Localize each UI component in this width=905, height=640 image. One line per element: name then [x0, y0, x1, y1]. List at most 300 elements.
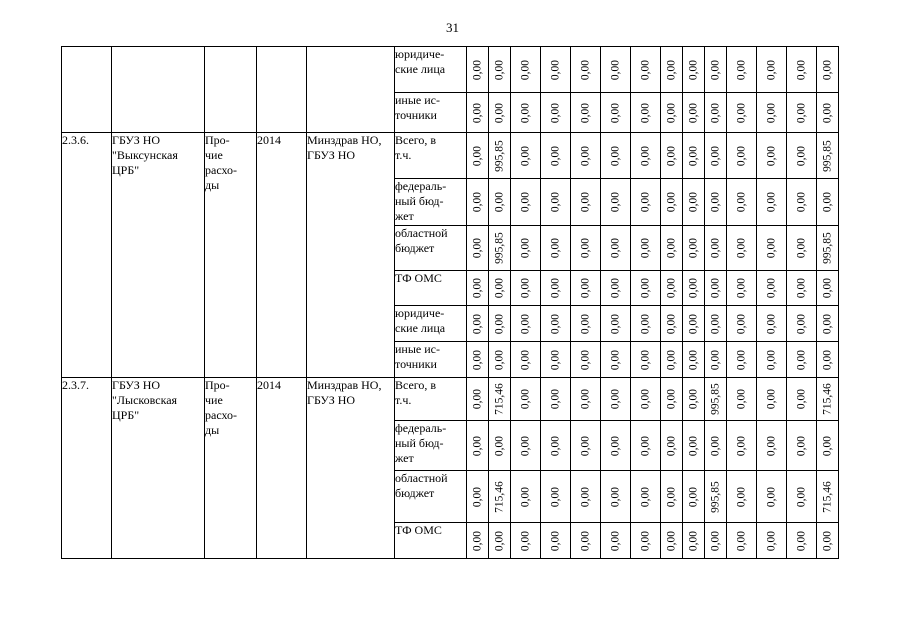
- value-cell: [511, 523, 541, 559]
- value-text: 0,00: [639, 277, 651, 299]
- value-cell: [601, 342, 631, 378]
- value-text: 0,00: [471, 313, 483, 334]
- value-cell: [601, 226, 631, 271]
- value-text: 0,00: [579, 435, 591, 456]
- source-label-text: областной бюджет: [395, 226, 448, 255]
- executor: [307, 133, 395, 378]
- value-cell: [727, 471, 757, 523]
- value-text: 0,00: [519, 145, 531, 166]
- value-cell: [467, 471, 489, 523]
- value-text: 0,00: [639, 530, 651, 551]
- value-cell: [661, 306, 683, 342]
- value-text: 0,00: [609, 313, 621, 334]
- value-text: 0,00: [579, 145, 591, 166]
- value-cell: [787, 306, 817, 342]
- value-text: 0,00: [687, 277, 699, 299]
- value-cell: [705, 471, 727, 523]
- source-label: [395, 93, 467, 133]
- source-label-text: юридиче- ские лица: [395, 47, 446, 76]
- value-cell: [683, 306, 705, 342]
- value-cell: [541, 306, 571, 342]
- value-cell: [467, 47, 489, 93]
- value-text: 0,00: [795, 388, 807, 410]
- value-text: 0,00: [609, 388, 621, 410]
- value-text: 0,00: [687, 59, 699, 80]
- value-text: 0,00: [579, 486, 591, 507]
- value-text: 0,00: [687, 435, 699, 456]
- value-text: 0,00: [735, 191, 747, 213]
- value-cell: [541, 226, 571, 271]
- value-cell: [489, 378, 511, 421]
- value-cell: [727, 271, 757, 306]
- value-cell: [683, 179, 705, 226]
- value-text: 0,00: [709, 191, 721, 213]
- value-cell: [727, 179, 757, 226]
- entry-year-text: 2014: [257, 378, 281, 392]
- value-cell: [601, 471, 631, 523]
- value-cell: [631, 471, 661, 523]
- value-text: 0,00: [609, 435, 621, 456]
- value-cell: [727, 378, 757, 421]
- value-text: 0,00: [687, 530, 699, 551]
- source-label-text: областной бюджет: [395, 471, 448, 500]
- value-text: 0,00: [795, 145, 807, 166]
- value-text: 0,00: [609, 349, 621, 370]
- value-text: 0,00: [549, 349, 561, 370]
- value-text: 0,00: [549, 435, 561, 456]
- value-cell: [631, 179, 661, 226]
- value-cell: [757, 421, 787, 471]
- value-cell: [467, 342, 489, 378]
- value-cell: [489, 471, 511, 523]
- value-cell: [601, 271, 631, 306]
- value-text: 0,00: [549, 237, 561, 259]
- value-text: 0,00: [795, 102, 807, 123]
- value-cell: [571, 133, 601, 179]
- value-text: 0,00: [519, 102, 531, 123]
- value-text: 0,00: [471, 349, 483, 370]
- value-text: 0,00: [765, 435, 777, 456]
- value-cell: [705, 179, 727, 226]
- expense-type-text: Про- чие расхо- ды: [205, 378, 238, 437]
- value-text: 0,00: [493, 313, 505, 334]
- value-cell: [705, 226, 727, 271]
- value-cell: [467, 133, 489, 179]
- value-cell: [661, 471, 683, 523]
- value-cell: [705, 421, 727, 471]
- funding-table: [61, 46, 839, 559]
- value-cell: [511, 226, 541, 271]
- value-cell: [787, 133, 817, 179]
- value-text: 0,00: [579, 313, 591, 334]
- value-cell: [631, 93, 661, 133]
- value-text: 0,00: [821, 102, 833, 123]
- value-text: 995,85: [493, 232, 505, 264]
- value-cell: [489, 47, 511, 93]
- value-text: 0,00: [549, 102, 561, 123]
- value-text: 995,85: [709, 480, 721, 513]
- value-cell: [467, 271, 489, 306]
- value-text: 0,00: [765, 145, 777, 166]
- value-cell: [683, 342, 705, 378]
- value-text: 715,46: [821, 480, 833, 513]
- value-text: 0,00: [471, 530, 483, 551]
- value-text: 995,85: [821, 232, 833, 264]
- value-text: 0,00: [821, 313, 833, 334]
- value-text: 0,00: [709, 530, 721, 551]
- value-cell: [817, 47, 839, 93]
- source-label-text: иные ис- точники: [395, 342, 440, 371]
- value-text: 0,00: [639, 145, 651, 166]
- value-text: 0,00: [549, 313, 561, 334]
- value-cell: [511, 271, 541, 306]
- value-cell: [787, 378, 817, 421]
- value-cell: [705, 47, 727, 93]
- value-cell: [511, 378, 541, 421]
- source-label: [395, 342, 467, 378]
- value-cell: [601, 133, 631, 179]
- value-text: 0,00: [639, 59, 651, 80]
- value-cell: [661, 93, 683, 133]
- value-text: 0,00: [609, 277, 621, 299]
- value-cell: [489, 133, 511, 179]
- value-text: 0,00: [609, 191, 621, 213]
- value-text: 0,00: [471, 435, 483, 456]
- value-cell: [683, 523, 705, 559]
- value-text: 0,00: [795, 313, 807, 334]
- value-cell: [571, 421, 601, 471]
- value-cell: [757, 47, 787, 93]
- value-text: 0,00: [665, 313, 677, 334]
- value-text: 0,00: [765, 486, 777, 507]
- entry-number: [62, 378, 112, 559]
- source-label: [395, 179, 467, 226]
- value-text: 715,46: [821, 383, 833, 415]
- value-cell: [727, 133, 757, 179]
- value-text: 0,00: [795, 277, 807, 299]
- source-label-text: иные ис- точники: [395, 93, 440, 122]
- value-text: 0,00: [549, 191, 561, 213]
- entry-year: [257, 133, 307, 378]
- value-text: 0,00: [493, 530, 505, 551]
- executor-text: Минздрав НО, ГБУЗ НО: [307, 133, 382, 162]
- value-cell: [541, 179, 571, 226]
- value-text: 995,85: [709, 383, 721, 415]
- value-text: 0,00: [609, 237, 621, 259]
- value-cell: [661, 523, 683, 559]
- value-text: 0,00: [549, 530, 561, 551]
- value-cell: [661, 271, 683, 306]
- expense-type: [205, 133, 257, 378]
- value-text: 0,00: [579, 277, 591, 299]
- value-cell: [601, 179, 631, 226]
- value-cell: [511, 179, 541, 226]
- value-cell: [541, 133, 571, 179]
- value-cell: [683, 47, 705, 93]
- value-cell: [787, 271, 817, 306]
- value-cell: [661, 421, 683, 471]
- value-cell: [787, 421, 817, 471]
- value-cell: [787, 342, 817, 378]
- value-text: 0,00: [519, 191, 531, 213]
- value-cell: [757, 471, 787, 523]
- value-cell: [489, 342, 511, 378]
- value-cell: [541, 47, 571, 93]
- value-cell: [467, 93, 489, 133]
- executor: [307, 378, 395, 559]
- value-text: 0,00: [709, 102, 721, 123]
- value-text: 0,00: [609, 145, 621, 166]
- value-cell: [541, 93, 571, 133]
- value-cell: [571, 378, 601, 421]
- value-text: 715,46: [493, 480, 505, 513]
- source-label: [395, 471, 467, 523]
- value-text: 0,00: [687, 388, 699, 410]
- value-cell: [787, 471, 817, 523]
- value-text: 0,00: [639, 191, 651, 213]
- expense-type: [205, 378, 257, 559]
- value-text: 0,00: [687, 102, 699, 123]
- value-text: 0,00: [519, 237, 531, 259]
- value-cell: [727, 226, 757, 271]
- value-text: 0,00: [519, 530, 531, 551]
- value-cell: [817, 179, 839, 226]
- value-text: 0,00: [519, 486, 531, 507]
- value-text: 0,00: [765, 59, 777, 80]
- value-cell: [467, 179, 489, 226]
- value-cell: [817, 471, 839, 523]
- value-cell: [467, 306, 489, 342]
- source-label: [395, 378, 467, 421]
- entry-number-text: 2.3.6.: [62, 133, 89, 147]
- value-cell: [683, 93, 705, 133]
- value-cell: [571, 471, 601, 523]
- value-cell: [661, 179, 683, 226]
- value-text: 0,00: [821, 349, 833, 370]
- value-cell: [601, 523, 631, 559]
- value-cell: [787, 523, 817, 559]
- page-number: 31: [446, 20, 459, 35]
- value-text: 0,00: [735, 349, 747, 370]
- value-text: 715,46: [493, 383, 505, 415]
- source-label: [395, 133, 467, 179]
- value-text: 0,00: [471, 191, 483, 213]
- value-cell: [571, 523, 601, 559]
- value-cell: [705, 133, 727, 179]
- source-label-text: Всего, в т.ч.: [395, 378, 437, 407]
- value-text: 0,00: [795, 530, 807, 551]
- value-text: 0,00: [709, 59, 721, 80]
- value-text: 0,00: [579, 349, 591, 370]
- value-cell: [787, 179, 817, 226]
- value-cell: [631, 306, 661, 342]
- value-text: 0,00: [493, 349, 505, 370]
- value-text: 0,00: [609, 530, 621, 551]
- value-text: 0,00: [579, 388, 591, 410]
- value-text: 0,00: [639, 486, 651, 507]
- value-text: 0,00: [795, 59, 807, 80]
- value-text: 0,00: [765, 349, 777, 370]
- value-cell: [489, 523, 511, 559]
- value-text: 0,00: [665, 277, 677, 299]
- source-label: [395, 421, 467, 471]
- value-cell: [541, 421, 571, 471]
- value-text: 0,00: [639, 388, 651, 410]
- value-text: 0,00: [709, 277, 721, 299]
- value-text: 0,00: [687, 313, 699, 334]
- value-cell: [705, 523, 727, 559]
- value-text: 0,00: [795, 349, 807, 370]
- value-text: 0,00: [579, 191, 591, 213]
- value-cell: [683, 226, 705, 271]
- value-text: 0,00: [519, 277, 531, 299]
- value-cell: [683, 271, 705, 306]
- entry-number: [62, 133, 112, 378]
- value-text: 0,00: [519, 388, 531, 410]
- source-label: [395, 47, 467, 93]
- value-cell: [511, 306, 541, 342]
- value-text: 0,00: [709, 237, 721, 259]
- value-cell: [511, 342, 541, 378]
- value-text: 0,00: [709, 349, 721, 370]
- value-cell: [631, 47, 661, 93]
- value-text: 0,00: [471, 237, 483, 259]
- value-cell: [631, 226, 661, 271]
- value-text: 0,00: [549, 388, 561, 410]
- value-cell: [683, 471, 705, 523]
- value-text: 0,00: [639, 102, 651, 123]
- value-cell: [727, 306, 757, 342]
- source-label-text: ТФ ОМС: [395, 523, 442, 537]
- value-text: 0,00: [665, 102, 677, 123]
- value-cell: [541, 342, 571, 378]
- value-text: 995,85: [821, 139, 833, 172]
- value-text: 0,00: [471, 145, 483, 166]
- value-cell: [817, 378, 839, 421]
- value-text: 0,00: [735, 277, 747, 299]
- source-label-text: ТФ ОМС: [395, 271, 442, 285]
- value-cell: [511, 471, 541, 523]
- value-cell: [661, 226, 683, 271]
- value-cell: [727, 342, 757, 378]
- table-row: [62, 378, 839, 421]
- value-text: 0,00: [579, 59, 591, 80]
- value-text: 0,00: [795, 191, 807, 213]
- value-cell: [817, 523, 839, 559]
- value-text: 0,00: [765, 277, 777, 299]
- value-cell: [757, 306, 787, 342]
- value-cell: [817, 421, 839, 471]
- value-cell: [601, 421, 631, 471]
- value-text: 0,00: [735, 145, 747, 166]
- value-cell: [467, 378, 489, 421]
- value-cell: [757, 133, 787, 179]
- value-text: 0,00: [709, 313, 721, 334]
- value-cell: [705, 306, 727, 342]
- value-text: 0,00: [493, 191, 505, 213]
- value-cell: [661, 133, 683, 179]
- value-text: 0,00: [549, 59, 561, 80]
- value-text: 0,00: [735, 486, 747, 507]
- value-cell: [757, 342, 787, 378]
- value-cell: [757, 523, 787, 559]
- value-text: 0,00: [519, 59, 531, 80]
- value-text: 0,00: [735, 59, 747, 80]
- value-text: 0,00: [665, 388, 677, 410]
- value-cell: [489, 271, 511, 306]
- value-cell: [489, 306, 511, 342]
- institution-name-text: ГБУЗ НО "Лысковская ЦРБ": [112, 378, 178, 422]
- value-text: 0,00: [665, 486, 677, 507]
- value-cell: [631, 523, 661, 559]
- value-text: 0,00: [795, 486, 807, 507]
- value-cell: [757, 93, 787, 133]
- value-text: 0,00: [765, 388, 777, 410]
- value-text: 0,00: [493, 102, 505, 123]
- value-cell: [661, 47, 683, 93]
- value-text: 0,00: [687, 145, 699, 166]
- entry-number-text: 2.3.7.: [62, 378, 89, 392]
- value-text: 0,00: [519, 313, 531, 334]
- value-cell: [683, 421, 705, 471]
- value-text: 0,00: [665, 435, 677, 456]
- entry-year: [257, 378, 307, 559]
- value-cell: [787, 93, 817, 133]
- value-cell: [511, 93, 541, 133]
- value-text: 0,00: [639, 435, 651, 456]
- value-text: 0,00: [471, 277, 483, 299]
- value-text: 0,00: [735, 530, 747, 551]
- value-cell: [705, 271, 727, 306]
- value-cell: [631, 133, 661, 179]
- value-cell: [683, 378, 705, 421]
- value-text: 0,00: [735, 435, 747, 456]
- value-cell: [817, 226, 839, 271]
- value-text: 0,00: [639, 349, 651, 370]
- value-text: 0,00: [471, 59, 483, 80]
- institution-name: [112, 133, 205, 378]
- value-text: 0,00: [709, 435, 721, 456]
- entry-year-text: 2014: [257, 133, 281, 147]
- value-text: 0,00: [549, 145, 561, 166]
- value-text: 0,00: [471, 486, 483, 507]
- value-text: 0,00: [735, 313, 747, 334]
- value-cell: [571, 93, 601, 133]
- value-text: 0,00: [665, 237, 677, 259]
- value-cell: [661, 342, 683, 378]
- value-text: 0,00: [735, 388, 747, 410]
- value-cell: [631, 421, 661, 471]
- value-cell: [817, 342, 839, 378]
- value-text: 0,00: [519, 349, 531, 370]
- value-cell: [489, 179, 511, 226]
- value-cell: [631, 271, 661, 306]
- value-text: 0,00: [471, 388, 483, 410]
- value-cell: [541, 378, 571, 421]
- source-label-text: юридиче- ские лица: [395, 306, 446, 335]
- institution-name-text: ГБУЗ НО "Выксунская ЦРБ": [112, 133, 178, 177]
- value-text: 0,00: [687, 237, 699, 259]
- value-cell: [511, 421, 541, 471]
- value-text: 0,00: [821, 530, 833, 551]
- value-cell: [727, 47, 757, 93]
- value-text: 0,00: [493, 435, 505, 456]
- value-cell: [817, 306, 839, 342]
- source-label-text: федераль- ный бюд- жет: [395, 421, 447, 465]
- value-cell: [705, 378, 727, 421]
- value-text: 0,00: [765, 237, 777, 259]
- value-cell: [489, 421, 511, 471]
